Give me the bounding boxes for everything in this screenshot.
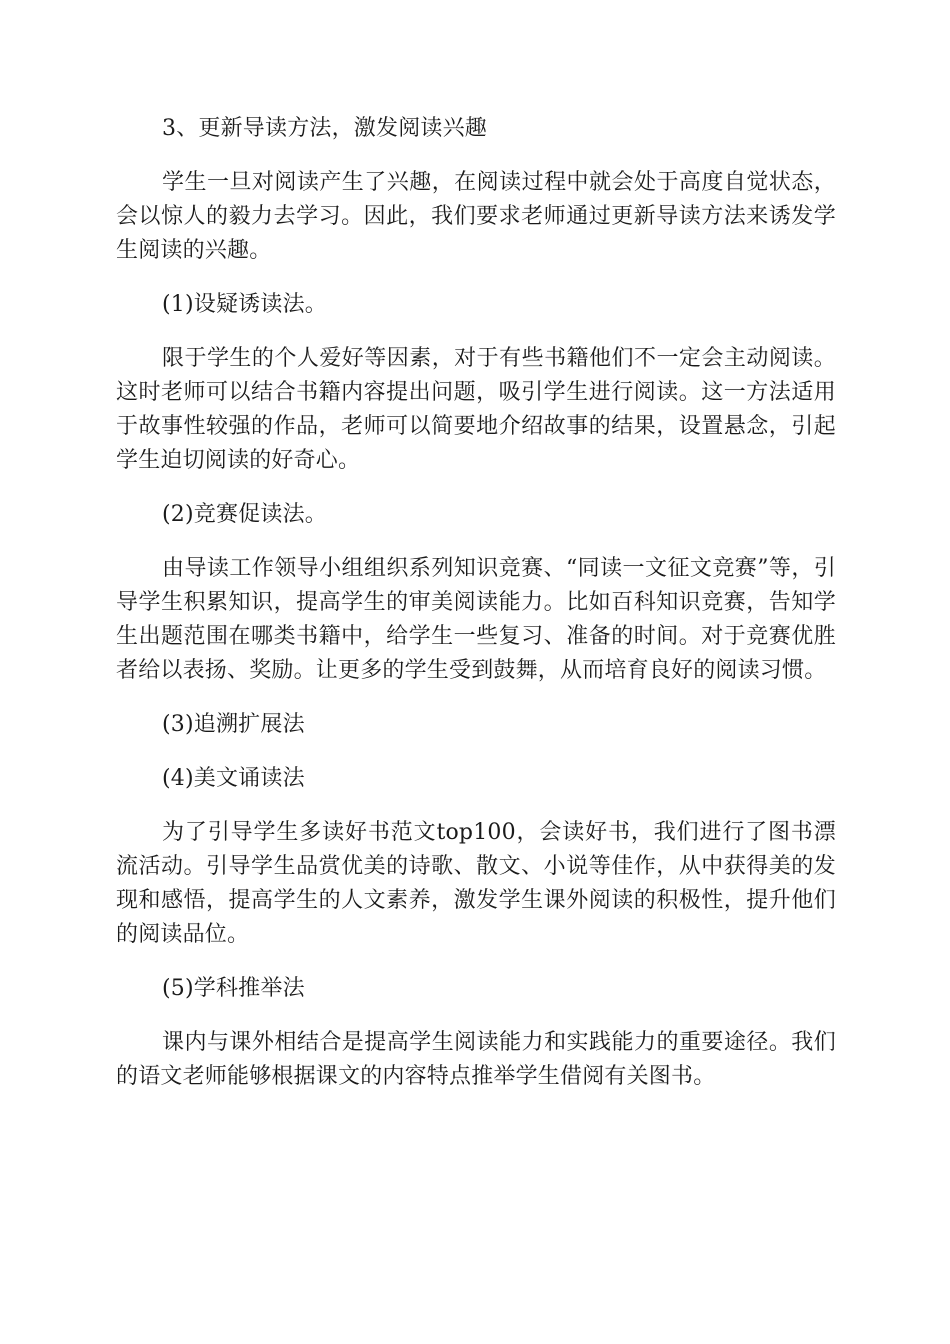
paragraph-method-1: 限于学生的个人爱好等因素，对于有些书籍他们不一定会主动阅读。这时老师可以结合书籍内容提出问题，吸引学生进行阅读。这一方法适用于故事性较强的作品，老师可以简要地介绍故事的结果，设置悬念，引起学生迫切阅读的好奇心。 <box>116 346 836 473</box>
subheading-method-2: (2)竞赛促读法。 <box>162 502 327 527</box>
paragraph-method-2: 由导读工作领导小组组织系列知识竞赛、“同读一文征文竞赛”等，引导学生积累知识，提高学生的审美阅读能力。比如百科知识竞赛，告知学生出题范围在哪类书籍中，给学生一些复习、准备的时间。对于竞赛优胜者给以表扬、奖励。让更多的学生受到鼓舞，从而培育良好的阅读习惯。 <box>116 556 836 683</box>
paragraph-method-5: 课内与课外相结合是提高学生阅读能力和实践能力的重要途径。我们的语文老师能够根据课文的内容特点推举学生借阅有关图书。 <box>116 1030 836 1089</box>
subheading-method-5: (5)学科推举法 <box>162 976 305 1001</box>
document-body <box>116 112 836 1114</box>
subheading-method-1: (1)设疑诱读法。 <box>162 292 327 317</box>
paragraph-method-4: 为了引导学生多读好书范文top100，会读好书，我们进行了图书漂流活动。引导学生品赏优美的诗歌、散文、小说等佳作，从中获得美的发现和感悟，提高学生的人文素养，激发学生课外阅读的积极性，提升他们的阅读品位。 <box>116 820 836 947</box>
section-heading-3: 3、更新导读方法，激发阅读兴趣 <box>162 116 487 141</box>
subheading-method-3: (3)追溯扩展法 <box>162 712 305 737</box>
subheading-method-4: (4)美文诵读法 <box>162 766 305 791</box>
paragraph-interest: 学生一旦对阅读产生了兴趣，在阅读过程中就会处于高度自觉状态，会以惊人的毅力去学习。因此，我们要求老师通过更新导读方法来诱发学生阅读的兴趣。 <box>116 170 836 263</box>
